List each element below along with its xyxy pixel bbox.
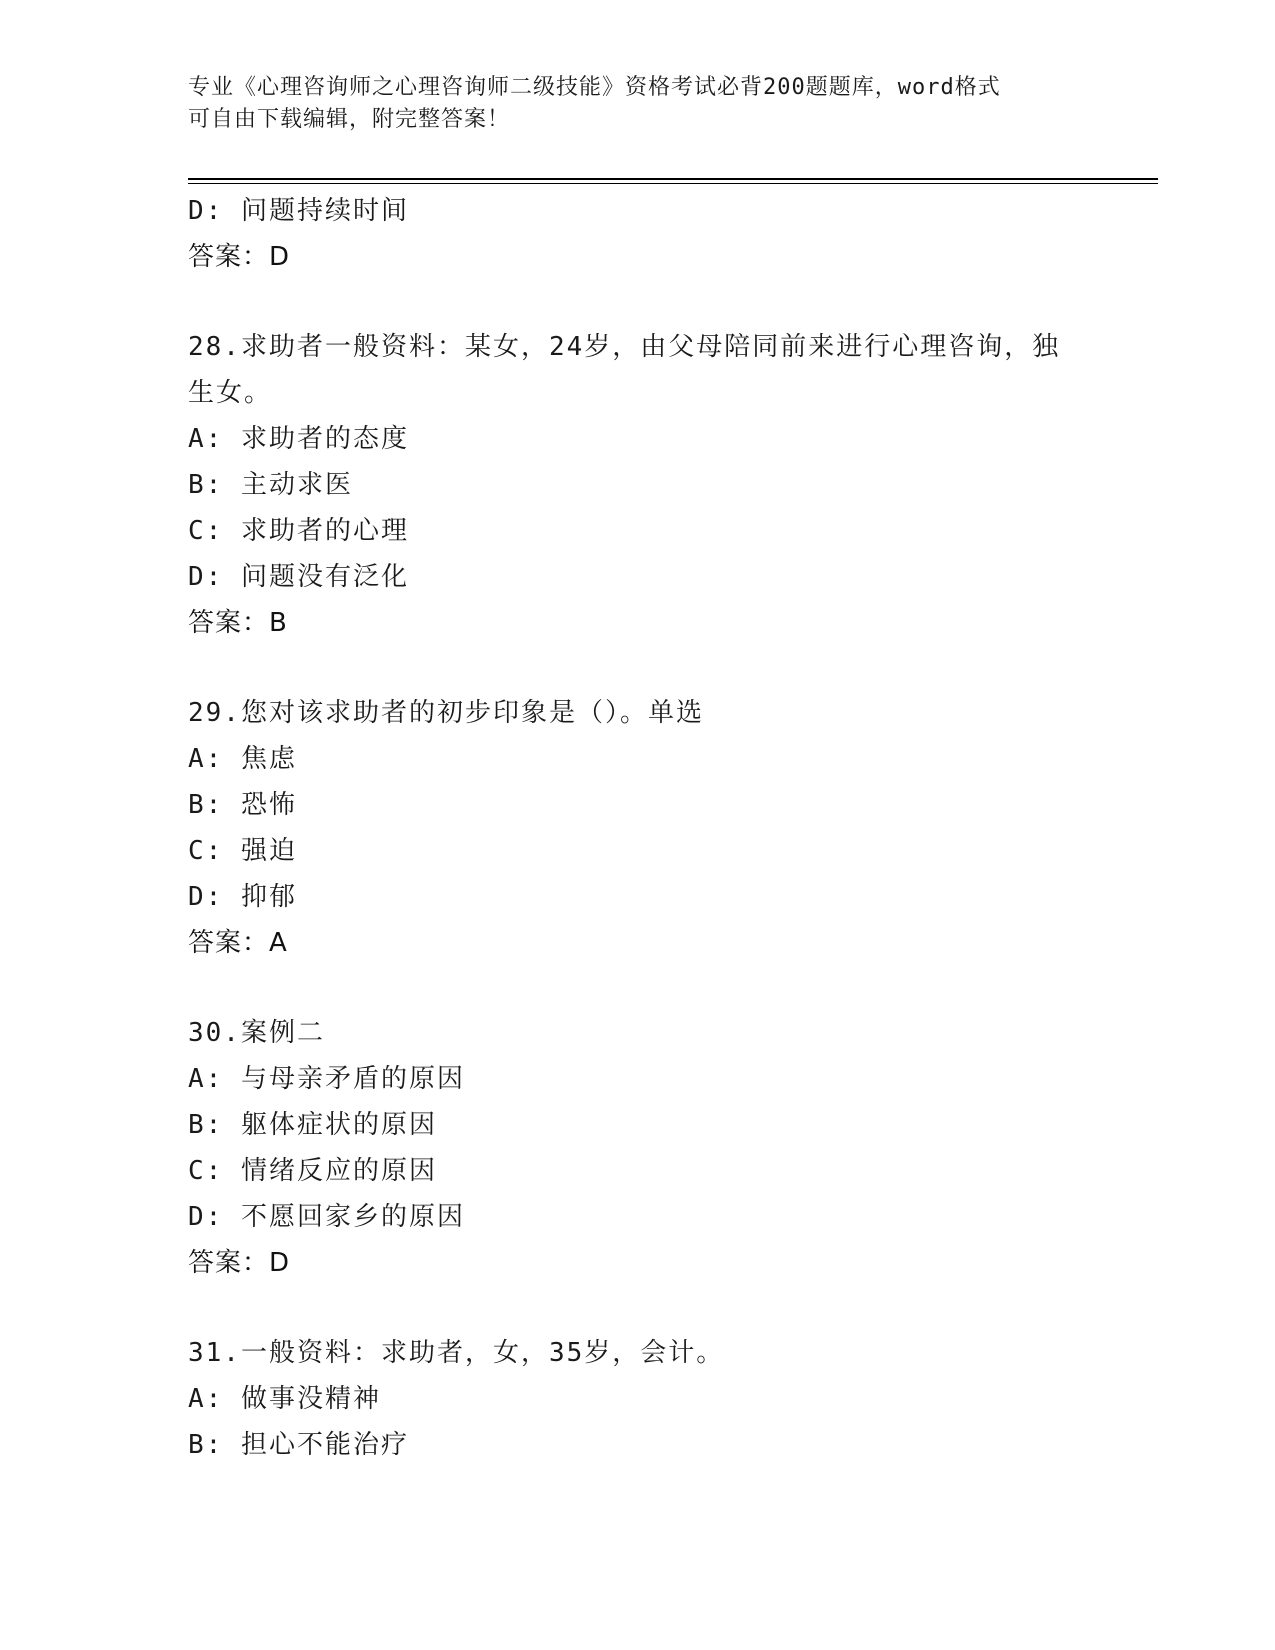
question-28 <box>188 324 1088 646</box>
answer-line: 答案：D <box>188 1248 291 1278</box>
answer-line: 答案：D <box>188 242 291 272</box>
header-line-2: 可自由下载编辑，附完整答案！ <box>188 107 511 132</box>
option-b: B: 躯体症状的原因 <box>188 1110 437 1140</box>
header-line-1: 专业《心理咨询师之心理咨询师二级技能》资格考试必背200题题库，word格式 <box>188 75 1001 100</box>
question-list <box>188 188 1088 1468</box>
option-c: C: 求助者的心理 <box>188 516 409 546</box>
question-30 <box>188 1010 1088 1286</box>
option-a: A: 焦虑 <box>188 744 297 774</box>
option-a: A: 与母亲矛盾的原因 <box>188 1064 465 1094</box>
option-c: C: 强迫 <box>188 836 297 866</box>
option-d: D: 抑郁 <box>188 882 297 912</box>
option-b: B: 担心不能治疗 <box>188 1430 409 1460</box>
previous-question-tail <box>188 188 1088 280</box>
question-29 <box>188 690 1088 966</box>
question-stem: 29.您对该求助者的初步印象是（）。单选 <box>188 698 704 728</box>
option-c: C: 情绪反应的原因 <box>188 1156 437 1186</box>
question-stem: 28.求助者一般资料：某女，24岁，由父母陪同前来进行心理咨询，独生女。 <box>188 332 1061 408</box>
option-b: B: 恐怖 <box>188 790 297 820</box>
option-a: A: 做事没精神 <box>188 1384 381 1414</box>
question-stem: 31.一般资料：求助者，女，35岁，会计。 <box>188 1338 725 1368</box>
document-header <box>188 72 1088 136</box>
option-d: D: 问题没有泛化 <box>188 562 409 592</box>
header-divider-thick <box>188 178 1158 180</box>
answer-line: 答案：A <box>188 928 288 958</box>
header-divider-thin <box>188 183 1158 184</box>
answer-line: 答案：B <box>188 608 288 638</box>
option-d: D: 问题持续时间 <box>188 196 409 226</box>
option-a: A: 求助者的态度 <box>188 424 409 454</box>
option-d: D: 不愿回家乡的原因 <box>188 1202 465 1232</box>
question-31 <box>188 1330 1088 1468</box>
question-stem: 30.案例二 <box>188 1018 325 1048</box>
option-b: B: 主动求医 <box>188 470 353 500</box>
